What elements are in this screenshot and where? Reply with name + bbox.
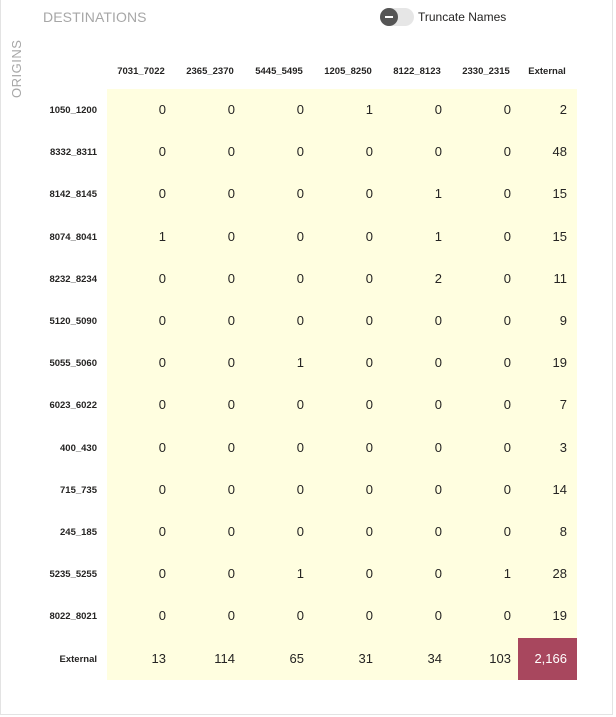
row-header: 245_185 <box>60 527 97 538</box>
matrix-cell: 15 <box>552 228 567 244</box>
matrix-cell: 0 <box>503 228 511 244</box>
matrix-cell: 0 <box>365 481 373 497</box>
matrix-cell: 65 <box>289 650 304 666</box>
matrix-cell: 2 <box>434 270 442 286</box>
matrix-cell: 0 <box>434 566 442 582</box>
matrix-cell: 0 <box>227 397 235 413</box>
matrix-cell: 0 <box>365 524 373 539</box>
matrix-cell: 19 <box>552 355 567 371</box>
matrix-cell: 8 <box>559 524 567 539</box>
matrix-cell: 0 <box>434 608 442 624</box>
row-header: 715_735 <box>60 484 97 496</box>
matrix-cell: 1 <box>296 355 304 371</box>
origins-axis-title: ORIGINS <box>9 39 24 98</box>
matrix-cell: 1 <box>503 566 511 582</box>
matrix-cell: 0 <box>296 524 304 539</box>
matrix-cell: 0 <box>365 186 373 202</box>
matrix-cell: 0 <box>158 186 166 202</box>
matrix-cell: 1 <box>434 228 442 244</box>
matrix-cell: 0 <box>227 566 235 582</box>
column-header: 8122_8123 <box>393 66 441 77</box>
row-header: 400_430 <box>60 442 97 454</box>
matrix-cell: 0 <box>434 481 442 497</box>
matrix-cell: 1 <box>365 102 373 117</box>
matrix-cell: 0 <box>227 186 235 202</box>
matrix-cell: 0 <box>158 270 166 286</box>
row-header: 5055_5060 <box>49 358 97 370</box>
matrix-cell: 0 <box>503 481 511 497</box>
truncate-names-toggle[interactable] <box>380 8 414 26</box>
matrix-cell: 0 <box>158 608 166 624</box>
matrix-cell: 0 <box>503 102 511 117</box>
column-header: 5445_5495 <box>255 66 303 77</box>
matrix-cell: 0 <box>158 102 166 117</box>
matrix-cell: 0 <box>434 355 442 371</box>
matrix-cell: 0 <box>365 397 373 413</box>
matrix-cell: 3 <box>559 439 567 455</box>
column-header: 2365_2370 <box>186 66 234 77</box>
matrix-cell: 0 <box>227 355 235 371</box>
row-header: 5120_5090 <box>49 316 97 327</box>
matrix-cell: 1 <box>296 566 304 582</box>
matrix-cell: 0 <box>296 270 304 286</box>
matrix-cell: 103 <box>489 650 511 666</box>
matrix-cell: 0 <box>158 524 166 539</box>
matrix-cell: 1 <box>434 186 442 202</box>
matrix-cell: 31 <box>358 650 373 666</box>
matrix-cell: 0 <box>158 566 166 582</box>
matrix-cell: 19 <box>552 608 567 624</box>
row-header: 8022_8021 <box>49 611 97 623</box>
column-header: 1205_8250 <box>324 66 372 77</box>
matrix-cell: 0 <box>365 144 373 160</box>
matrix-cell: 0 <box>227 608 235 624</box>
matrix-cell: 0 <box>296 439 304 455</box>
matrix-cell: 0 <box>227 524 235 539</box>
matrix-cell: 9 <box>559 313 567 328</box>
matrix-cell: 0 <box>434 313 442 328</box>
matrix-cell: 11 <box>553 270 567 286</box>
matrix-cell: 0 <box>296 397 304 413</box>
matrix-cell: 0 <box>227 439 235 455</box>
matrix-cell: 0 <box>365 566 373 582</box>
matrix-cell: 0 <box>503 608 511 624</box>
row-header: External <box>59 653 97 665</box>
matrix-cell: 34 <box>427 650 442 666</box>
matrix-cell: 0 <box>296 144 304 160</box>
column-header: 2330_2315 <box>462 66 510 77</box>
row-header: 5235_5255 <box>49 569 97 581</box>
row-header: 8142_8145 <box>49 189 97 201</box>
matrix-cell: 0 <box>503 144 511 160</box>
matrix-cell: 0 <box>296 481 304 497</box>
toggle-knob-minus-icon <box>380 8 398 26</box>
matrix-cell: 0 <box>434 439 442 455</box>
matrix-cell: 0 <box>158 144 166 160</box>
matrix-cell: 2 <box>559 102 567 117</box>
matrix-cell: 0 <box>158 313 166 328</box>
matrix-cell: 0 <box>365 439 373 455</box>
matrix-cell: 0 <box>158 355 166 371</box>
matrix-cell: 0 <box>158 481 166 497</box>
matrix-cell: 15 <box>552 186 567 202</box>
matrix-cell: 0 <box>503 186 511 202</box>
matrix-cell: 0 <box>434 524 442 539</box>
row-header: 8232_8234 <box>49 273 97 285</box>
matrix-cell: 0 <box>227 270 235 286</box>
matrix-cell: 14 <box>552 481 567 497</box>
matrix-cell: 0 <box>227 228 235 244</box>
matrix-cell: 2,166 <box>534 650 567 666</box>
matrix-cell: 13 <box>151 650 166 666</box>
matrix-cell: 0 <box>503 270 511 286</box>
row-header: 1050_1200 <box>49 105 97 116</box>
matrix-cell: 0 <box>296 608 304 624</box>
matrix-cell: 48 <box>552 144 567 160</box>
matrix-cell: 0 <box>365 228 373 244</box>
matrix-cell: 0 <box>365 608 373 624</box>
matrix-cell: 1 <box>158 228 166 244</box>
matrix-cell: 0 <box>365 355 373 371</box>
truncate-names-label: Truncate Names <box>418 10 507 24</box>
matrix-cell: 0 <box>227 102 235 117</box>
matrix-cell: 0 <box>227 481 235 497</box>
matrix-cell: 0 <box>434 144 442 160</box>
matrix-cell: 0 <box>434 102 442 117</box>
matrix-cell: 7 <box>559 397 567 413</box>
matrix-cell-background <box>107 89 577 680</box>
matrix-cell: 0 <box>503 439 511 455</box>
matrix-cell: 0 <box>158 439 166 455</box>
matrix-cell: 0 <box>434 397 442 413</box>
matrix-cell: 0 <box>296 102 304 117</box>
row-header: 6023_6022 <box>49 400 97 412</box>
matrix-cell: 0 <box>503 313 511 328</box>
matrix-cell: 0 <box>296 313 304 328</box>
destinations-axis-title: DESTINATIONS <box>43 9 147 25</box>
matrix-cell: 0 <box>503 397 511 413</box>
row-header: 8074_8041 <box>49 231 97 243</box>
column-header: 7031_7022 <box>117 66 165 77</box>
matrix-cell: 0 <box>227 144 235 160</box>
matrix-cell: 0 <box>365 313 373 328</box>
matrix-cell: 0 <box>296 186 304 202</box>
matrix-cell: 0 <box>503 355 511 371</box>
matrix-cell: 0 <box>503 524 511 539</box>
column-header: External <box>528 66 566 77</box>
matrix-cell: 28 <box>552 566 567 582</box>
matrix-cell: 0 <box>227 313 235 328</box>
matrix-cell: 0 <box>158 397 166 413</box>
matrix-cell: 114 <box>214 650 235 666</box>
row-header: 8332_8311 <box>49 147 97 159</box>
matrix-cell: 0 <box>365 270 373 286</box>
matrix-cell: 0 <box>296 228 304 244</box>
